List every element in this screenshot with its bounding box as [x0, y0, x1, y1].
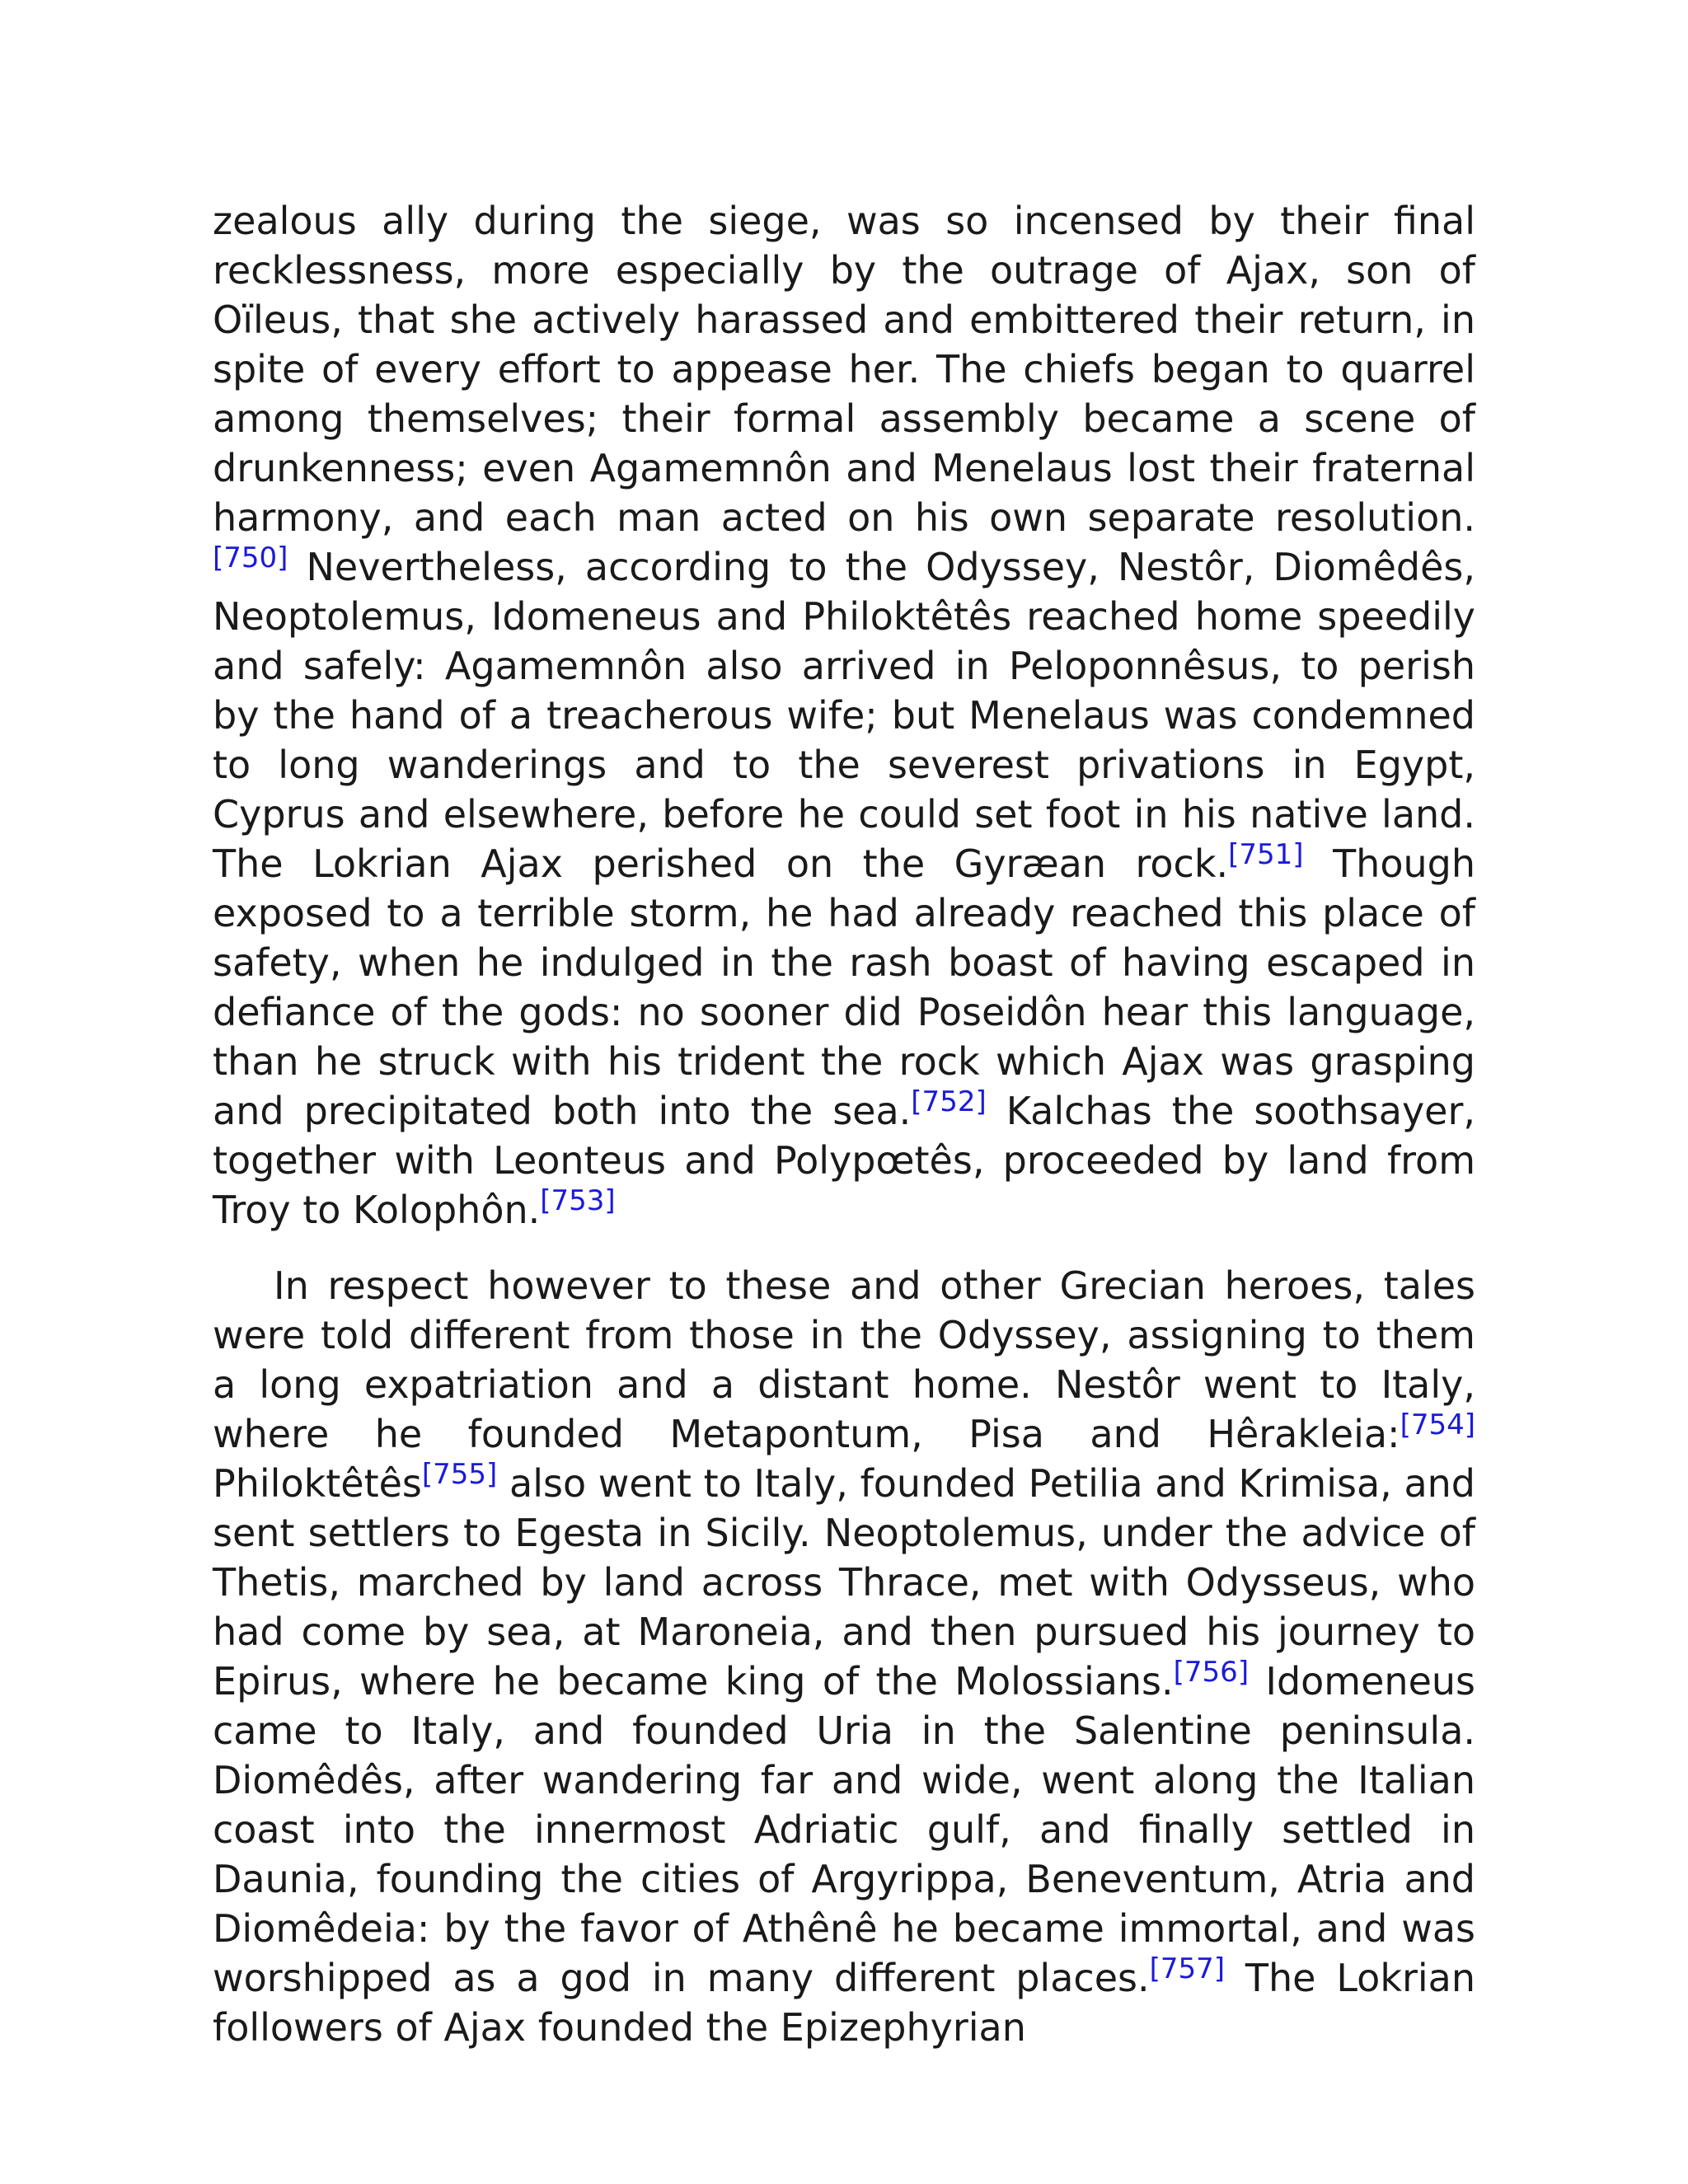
footnote-link-757[interactable]: [757]: [1149, 1952, 1226, 1985]
paragraph-text: Nevertheless, according to the Odyssey, Nestôr, Diomêdês, Neoptolemus, Idomeneus and Philoktêtês reached home speedily and safely: Agamemnôn also arrived in Peloponnêsus, to perish by the hand of a treacherous wife; but Menelaus was condemned to long wanderings and to the severest privations in Egypt, Cyprus and elsewhere, before he could set foot in his native land. The Lokrian Ajax perished on the Gyræan rock.: [213, 545, 1475, 886]
footnote-link-755[interactable]: [755]: [421, 1458, 498, 1491]
paragraph-text: Kalchas the soothsayer, together with Leonteus and Polypœtês, proceeded by land from Troy to Kolophôn.: [213, 1089, 1475, 1232]
paragraph-text: zealous ally during the siege, was so incensed by their final recklessness, more especially by the outrage of Ajax, son of Oïleus, that she actively harassed and embittered their return, in spite of every effort to appease her. The chiefs began to quarrel among themselves; their formal assembly became a scene of drunkenness; even Agamemnôn and Menelaus lost their fraternal harmony, and each man acted on his own separate resolution.: [213, 199, 1475, 540]
footnote-link-753[interactable]: [753]: [540, 1184, 616, 1217]
footnote-link-751[interactable]: [751]: [1228, 838, 1304, 871]
footnote-link-752[interactable]: [752]: [911, 1085, 987, 1118]
paragraph-text: The Lokrian followers of Ajax founded the Epizephyrian: [213, 1956, 1475, 2050]
document-page: [213, 196, 1475, 2052]
paragraph-text: also went to Italy, founded Petilia and Krimisa, and sent settlers to Egesta in Sicily. Neoptolemus, under the advice of Thetis, marched by land across Thrace, met with Odysseus, who had come by sea, at Maroneia, and then pursued his journey to Epirus, where he became king of the Molossians.: [213, 1461, 1475, 1704]
footnote-link-754[interactable]: [754]: [1400, 1408, 1475, 1441]
paragraph-text: Philoktêtês: [213, 1461, 422, 1506]
paragraph-text: In respect however to these and other Grecian heroes, tales were told different from those in the Odyssey, assigning to them a long expatriation and a distant home. Nestôr went to Italy, where he founded Metapontum, Pisa and Hêrakleia:: [213, 1263, 1475, 1456]
paragraph-2: [213, 1261, 1475, 2052]
paragraph-text: Though exposed to a terrible storm, he had already reached this place of safety, when he indulged in the rash boast of having escaped in defiance of the gods: no sooner did Poseidôn hear this language, than he struck with his trident the rock which Ajax was grasping and precipitated both into the sea.: [213, 841, 1475, 1133]
paragraph-1: [213, 196, 1475, 1235]
footnote-link-756[interactable]: [756]: [1173, 1656, 1250, 1689]
footnote-link-750[interactable]: [750]: [213, 541, 288, 574]
paragraph-text: Idomeneus came to Italy, and founded Uria in the Salentine peninsula. Diomêdês, after wandering far and wide, went along the Italian coast into the innermost Adriatic gulf, and finally settled in Daunia, founding the cities of Argyrippa, Beneventum, Atria and Diomêdeia: by the favor of Athênê he became immortal, and was worshipped as a god in many different places.: [213, 1659, 1475, 2000]
